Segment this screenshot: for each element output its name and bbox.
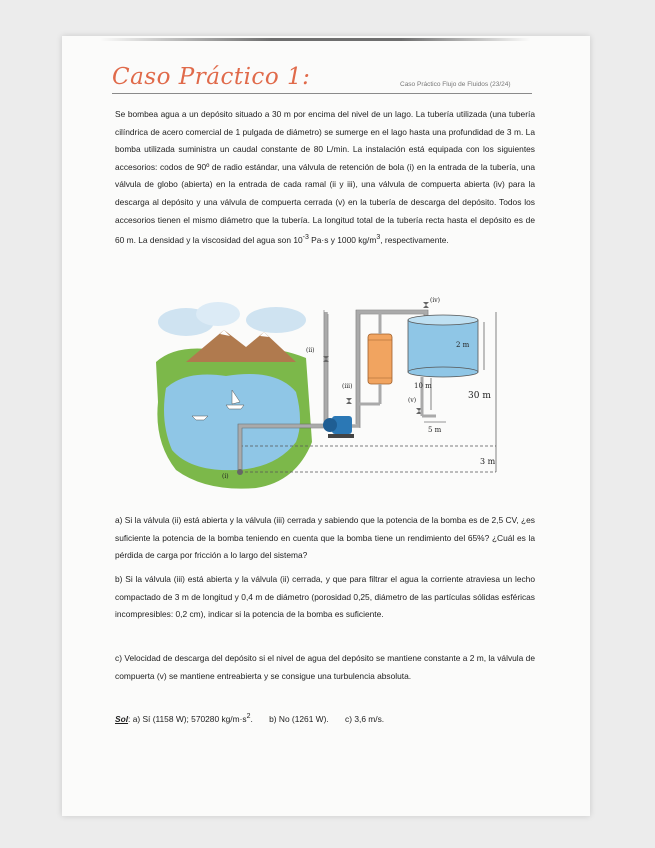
- solution-c: c) 3,6 m/s.: [345, 713, 385, 724]
- header-note: Caso Práctico Flujo de Fluidos (23/24): [400, 81, 511, 88]
- label-valve-v: (v): [408, 397, 417, 404]
- scan-shadow: [100, 38, 530, 41]
- solution-label: Sol: [115, 713, 129, 724]
- label-3m: 3 m: [480, 457, 496, 466]
- process-diagram: [146, 292, 508, 500]
- question-a: a) Si la válvula (ii) está abierta y la válvula (iii) cerrada y sabiendo que la potencia de la bomba es de 2,5 CV, ¿es suficiente la potencia de la bomba teniendo en cuenta que la bomba tiene un rendimiento del 65%? ¿Cuál es la pérdida de carga por fricción a lo largo del sistema?: [115, 515, 535, 561]
- title-underline: [112, 93, 532, 94]
- cloud: [196, 302, 240, 326]
- label-5m: 5 m: [428, 426, 442, 434]
- label-valve-iv: (iv): [430, 297, 440, 304]
- question-b: b) Si la válvula (iii) está abierta y la válvula (ii) cerrada, y que para filtrar el agua la corriente atraviesa un lecho compactado de 3 m de longitud y 0,4 m de diámetro (porosidad 0,25, diámetro de las partículas sólidas esféricas incompresibles: 0,2 cm), indicar si la potencia de la bomba es suficiente.: [115, 574, 535, 620]
- label-tank-level: 2 m: [456, 341, 470, 349]
- lake: [164, 374, 300, 470]
- page-title: Caso Práctico 1:: [112, 64, 311, 90]
- label-30m: 30 m: [468, 391, 491, 401]
- solution-a: a) Sí (1158 W); 570280 $kg/m\cdot s^2$.: [132, 713, 253, 724]
- label-10m: 10 m: [414, 382, 432, 390]
- solution-b: b) No (1261 W).: [269, 713, 329, 724]
- mountain: [186, 330, 296, 362]
- valve-iv-icon: [423, 302, 429, 308]
- cloud: [246, 307, 306, 333]
- label-valve-ii: (ii): [306, 347, 315, 354]
- solution-line: Sol: a) Sí (1158 W); 570280 $kg/m\cdot s^2$. b) No (1261 W). c) 3,6 m/s.: [115, 713, 385, 724]
- problem-statement: Se bombea agua a un depósito situado a 30 m por encima del nivel de un lago. La tubería utilizada (una tubería cilíndrica de acero comercial de 1 pulgada de diámetro) se sumerge en el lago hasta una profundidad de 3 m. La bomba utilizada suministra un caudal constante de 80 L/min. La instalación está equipada con los siguientes accesorios: codos de 90º de radio estándar, una válvula de retención de bola (i) en la entrada de la tubería, una válvula de globo (abierta) en la entrada de cada ramal (ii y iii), una válvula de compuerta abierta (iv) para la descarga al depósito y una válvula de compuerta cerrada (v) en la tubería de descarga del depósito. Todos los accesorios tienen el mismo diámetro que la tubería. La longitud total de la tubería recta hasta el depósito es de 60 m. La densidad y la viscosidad del agua son $10^{-3}$ Pa·s y 1000 $kg/m^3$, respectivamente.: [115, 109, 535, 245]
- packed-bed-filter: [368, 334, 392, 384]
- valve-i-icon: [237, 469, 243, 475]
- pump-icon: [323, 416, 354, 438]
- label-valve-iii: (iii): [342, 383, 353, 390]
- label-valve-i: (i): [222, 473, 229, 480]
- question-c: c) Velocidad de descarga del depósito si el nivel de agua del depósito se mantiene constante a 2 m, la válvula de compuerta (v) se mantiene entreabierta y se consigue una turbulencia absoluta.: [115, 653, 535, 681]
- valve-iii-icon: [346, 398, 352, 404]
